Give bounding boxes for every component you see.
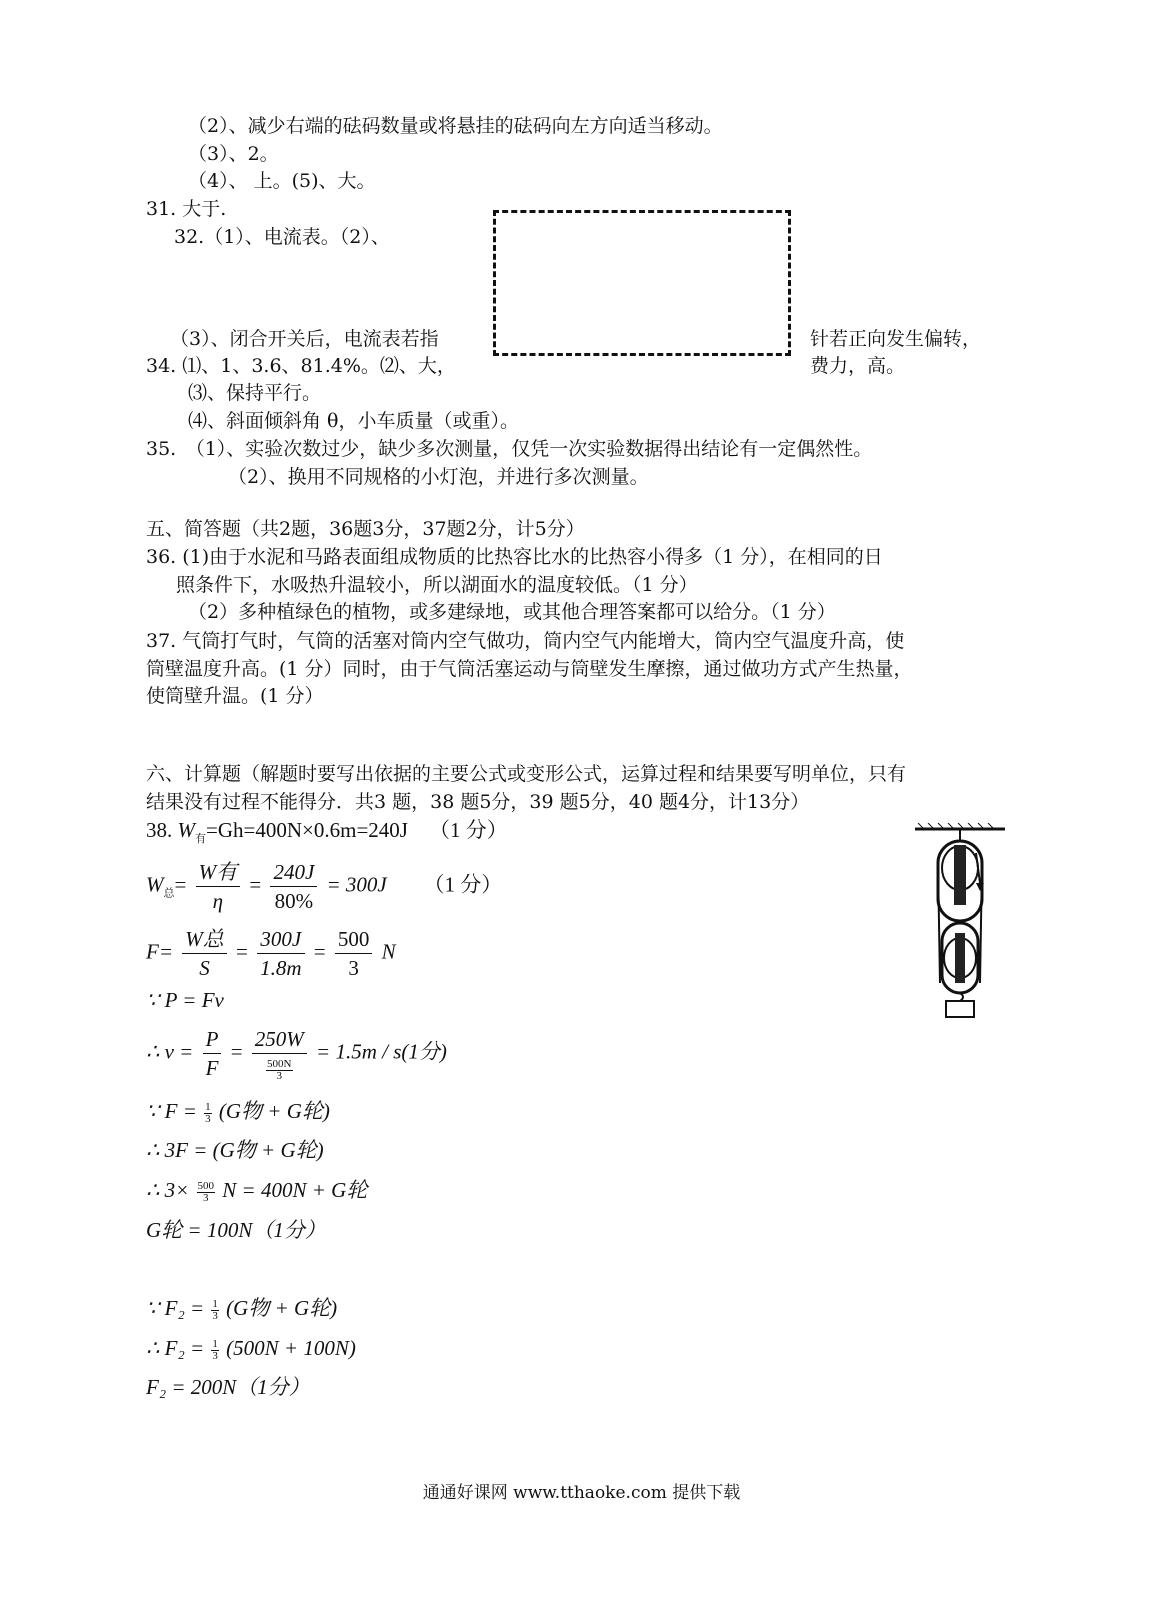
- answer-line: 34. ⑴、1、3.6、81.4%。⑵、大，: [146, 355, 456, 377]
- answer-line: （4）、 上。(5)、大。: [188, 170, 376, 192]
- formula-substitute: ∴ 3× $\frac{500}{3}$ N = 400N + G轮: [146, 1178, 368, 1204]
- answer-line: 31. 大于.: [146, 198, 227, 220]
- pulley-diagram: [910, 823, 1010, 1023]
- footer-credit: 通通好课网 www.tthaoke.com 提供下载: [422, 1483, 741, 1503]
- formula-f2-result: F₂ = 200N（1分）: [146, 1375, 310, 1399]
- answer-line: 费力，高。: [810, 355, 906, 377]
- answer-line: 35. （1）、实验次数过少，缺少多次测量，仅凭一次实验数据得出结论有一定偶然性。: [146, 438, 873, 460]
- answer-line: 照条件下，水吸热升温较小，所以湖面水的温度较低。（1 分）: [176, 574, 698, 596]
- answer-line: 37. 气筒打气时，气筒的活塞对筒内空气做功，筒内空气内能增大，筒内空气温度升高，使: [146, 630, 905, 652]
- formula-f2-substitute: ∴ F₂ = $\frac{1}{3}$ (500N + 100N): [146, 1336, 356, 1362]
- formula-f2-relation: ∵ F₂ = $\frac{1}{3}$ (G物 + G轮): [146, 1296, 338, 1322]
- formula-force-relation: ∵ F = $\frac{1}{3}$ (G物 + G轮): [146, 1099, 330, 1125]
- formula-force: F= $\frac{\text{W总}}{S}$ = $\frac{300J}{1.8m}$ = $\frac{500}{3}$ N: [146, 927, 396, 980]
- answer-line: 使筒壁升温。(1 分）: [146, 685, 324, 707]
- answer-line: （3）、闭合开关后，电流表若指: [170, 328, 439, 350]
- formula-work-useful: 38. $W_有=Gh=400N\times 0.6m=240J$ （1 分）: [146, 818, 508, 845]
- section-title: 结果没有过程不能得分．共3 题，38 题5分，39 题5分，40 题4分，计13分）: [146, 791, 810, 813]
- answer-line: （2）、减少右端的砝码数量或将悬挂的砝码向左方向适当移动。: [188, 115, 723, 137]
- answer-line: （2）多种植绿色的植物，或多建绿地，或其他合理答案都可以给分。（1 分）: [188, 601, 836, 623]
- answer-line: ⑷、斜面倾斜角 θ，小车质量（或重）。: [188, 410, 519, 432]
- circuit-diagram-placeholder: [493, 210, 791, 356]
- formula-power: ∵ P = Fv: [146, 988, 224, 1012]
- formula-wheel-weight: G轮 = 100N（1分）: [146, 1218, 326, 1242]
- answer-line: 36. (1)由于水泥和马路表面组成物质的比热容比水的比热容小得多（1 分），在相同的日: [146, 546, 883, 568]
- answer-line: 筒壁温度升高。(1 分）同时，由于气筒活塞运动与筒壁发生摩擦，通过做功方式产生热量，: [146, 658, 913, 680]
- answer-line: 32.（1）、电流表。（2）、: [174, 226, 390, 248]
- answer-line: 针若正向发生偏转，: [810, 328, 982, 350]
- formula-work-total: $W_总=$ $\frac{\text{W有}}{\eta}$ = $\frac{240J}{80\%}$ = 300J （1 分）: [146, 860, 503, 913]
- answer-line: （2）、换用不同规格的小灯泡，并进行多次测量。: [228, 466, 649, 488]
- answer-line: ⑶、保持平行。: [188, 382, 322, 404]
- section-title: 六、计算题（解题时要写出依据的主要公式或变形公式，运算过程和结果要写明单位，只有: [146, 763, 907, 785]
- section-title: 五、简答题（共2题，36题3分，37题2分，计5分）: [146, 518, 585, 540]
- formula-3f: ∴ 3F = (G物 + G轮): [146, 1138, 324, 1162]
- answer-line: （3）、2。: [188, 143, 279, 165]
- formula-velocity: ∴ v = $\frac{P}{F}$ = $\frac{250W}{\frac{500N}{3}}$ = 1.5m / s(1分): [146, 1027, 447, 1082]
